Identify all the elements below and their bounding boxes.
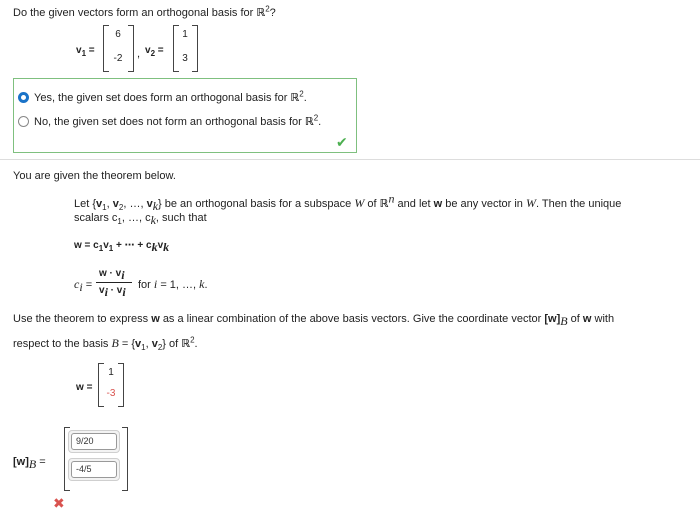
theorem-line-2: scalars $c_1$, …, $c_k$, such that <box>74 212 207 228</box>
correct-check-icon: ✔ <box>336 134 348 150</box>
theorem-equation: $w = c_1v_1$ + ⋯ + $c_kv_k$ <box>74 240 170 254</box>
section-divider <box>0 159 700 160</box>
w-entry-1: 1 <box>108 367 114 378</box>
w-entry-2: -3 <box>106 388 116 399</box>
instruction-line-2: respect to the basis $B = \{v_1$, $v_2$} of ℝ$^2$. <box>13 335 198 353</box>
v1-entry-2: -2 <box>113 53 123 64</box>
answer-label: $[w]_B$ = <box>13 456 46 472</box>
v2-entry-2: 3 <box>182 53 188 64</box>
vector-comma: , <box>137 48 141 60</box>
v1-label: $v_1$ = <box>76 45 95 58</box>
answer-bracket-right <box>122 427 128 491</box>
v1-bracket-right <box>128 25 134 72</box>
option-no-radio[interactable] <box>18 116 29 127</box>
fraction-denominator: $v_i \cdot v_i$ <box>99 285 126 299</box>
v1-entry-1: 6 <box>115 29 121 40</box>
answer-input-1[interactable]: 9/20 <box>71 433 117 450</box>
theorem-range: for i = 1, …, k. <box>138 277 208 291</box>
theorem-ci: $c_i$ = <box>74 277 93 295</box>
v2-label: $v_2$ = <box>145 45 164 58</box>
fraction-numerator: $w \cdot v_i$ <box>99 268 125 282</box>
theorem-intro: You are given the theorem below. <box>13 170 176 182</box>
instruction-line-1: Use the theorem to express w as a linear combination of the above basis vectors. Give the coordinate vector $[w]_B$ of w with <box>13 313 615 329</box>
option-yes-label[interactable]: Yes, the given set does form an orthogonal basis for ℝ$^2$. <box>34 89 307 104</box>
answer-input-2[interactable]: -4/5 <box>71 461 117 478</box>
theorem-line-1: Let {$v_1$, $v_2$, …, $v_k$} be an orthogonal basis for a subspace W of ℝ$^n$ and let w be any vector in W. Then the unique <box>74 191 622 214</box>
w-label: w = <box>76 382 93 393</box>
v2-entry-1: 1 <box>182 29 188 40</box>
option-no-label[interactable]: No, the given set does not form an orthogonal basis for ℝ$^2$. <box>34 113 322 128</box>
option-yes-radio[interactable] <box>18 92 29 103</box>
question-text: Do the given vectors form an orthogonal basis for ℝ$^2$? <box>13 4 276 19</box>
incorrect-x-icon: ✖ <box>53 495 65 511</box>
fraction-bar <box>96 282 132 283</box>
